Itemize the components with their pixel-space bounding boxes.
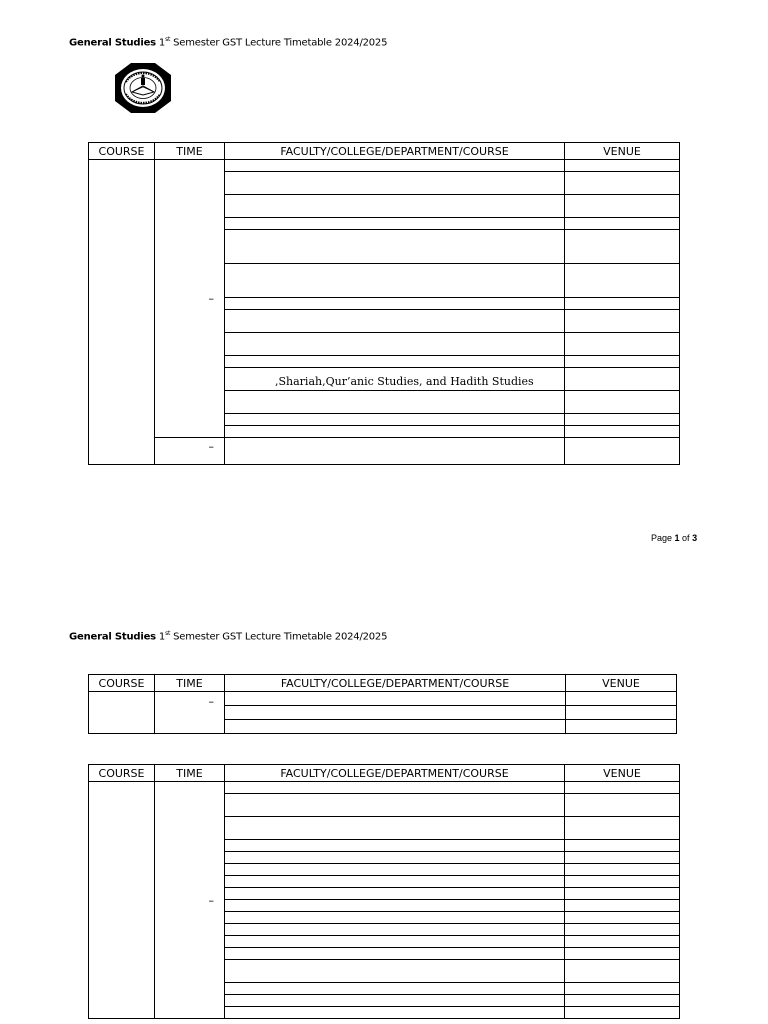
column-header-faculty: FACULTY/COLLEGE/DEPARTMENT/COURSE <box>225 675 566 692</box>
venue-cell <box>565 356 680 368</box>
time-cell: – <box>155 160 225 438</box>
timetable-1 <box>88 142 680 465</box>
header-bold-title: General Studies <box>69 631 156 643</box>
page-header <box>69 630 387 642</box>
timetable-2 <box>88 674 677 734</box>
faculty-cell <box>225 782 565 794</box>
university-seal-logo <box>114 62 172 114</box>
faculty-cell <box>225 172 565 195</box>
venue-cell <box>565 298 680 310</box>
header-bold-title: General Studies <box>69 37 156 49</box>
table-header-row <box>89 675 677 692</box>
table-row <box>89 782 680 794</box>
faculty-cell <box>225 310 565 333</box>
venue-cell <box>565 426 680 438</box>
venue-cell <box>565 438 680 465</box>
faculty-cell <box>225 426 565 438</box>
faculty-cell <box>225 414 565 426</box>
faculty-cell <box>225 160 565 172</box>
page-number-prefix: Page <box>651 533 675 543</box>
venue-cell <box>565 817 680 840</box>
venue-cell <box>565 864 680 876</box>
faculty-cell <box>225 840 565 852</box>
page-number-total: 3 <box>692 533 698 543</box>
faculty-cell <box>225 912 565 924</box>
table-row <box>89 160 680 172</box>
venue-cell <box>565 936 680 948</box>
faculty-cell-shariah: ,Shariah,Qur’anic Studies, and Hadith Studies <box>225 368 565 391</box>
time-cell: – <box>155 782 225 1019</box>
venue-cell <box>565 172 680 195</box>
faculty-cell <box>225 264 565 298</box>
faculty-cell <box>225 195 565 218</box>
faculty-cell <box>225 852 565 864</box>
column-header-faculty: FACULTY/COLLEGE/DEPARTMENT/COURSE <box>225 765 565 782</box>
faculty-cell <box>225 936 565 948</box>
faculty-cell <box>225 706 566 720</box>
venue-cell <box>565 333 680 356</box>
faculty-cell <box>225 218 565 230</box>
page-number <box>651 533 697 543</box>
course-cell <box>89 692 155 734</box>
table-header-row <box>89 143 680 160</box>
header-ordinal-suffix: st <box>165 36 171 43</box>
faculty-cell <box>225 960 565 983</box>
column-header-time: TIME <box>155 765 225 782</box>
page-number-current: 1 <box>674 533 680 543</box>
faculty-cell <box>225 794 565 817</box>
venue-cell <box>565 983 680 995</box>
faculty-cell <box>225 948 565 960</box>
header-ordinal-suffix: st <box>165 630 171 637</box>
timetable-3 <box>88 764 680 1019</box>
faculty-cell <box>225 720 566 734</box>
venue-cell <box>565 852 680 864</box>
faculty-cell <box>225 924 565 936</box>
column-header-venue: VENUE <box>565 765 680 782</box>
faculty-cell <box>225 438 565 465</box>
venue-cell <box>565 840 680 852</box>
venue-cell <box>565 230 680 264</box>
faculty-cell <box>225 391 565 414</box>
venue-cell <box>566 692 677 706</box>
page-header <box>69 36 387 48</box>
faculty-cell <box>225 900 565 912</box>
venue-cell <box>565 264 680 298</box>
venue-cell <box>565 414 680 426</box>
faculty-cell <box>225 333 565 356</box>
time-cell: – <box>155 692 225 734</box>
faculty-cell <box>225 692 566 706</box>
header-ordinal: 1 <box>158 631 166 643</box>
header-title-rest: Semester GST Lecture Timetable 2024/2025 <box>170 37 388 49</box>
venue-cell <box>565 948 680 960</box>
column-header-venue: VENUE <box>565 143 680 160</box>
column-header-faculty: FACULTY/COLLEGE/DEPARTMENT/COURSE <box>225 143 565 160</box>
column-header-course: COURSE <box>89 765 155 782</box>
faculty-cell <box>225 864 565 876</box>
venue-cell <box>565 310 680 333</box>
faculty-cell <box>225 1007 565 1019</box>
venue-cell <box>565 924 680 936</box>
venue-cell <box>565 782 680 794</box>
venue-cell <box>565 900 680 912</box>
venue-cell <box>565 368 680 391</box>
column-header-course: COURSE <box>89 675 155 692</box>
faculty-cell <box>225 876 565 888</box>
venue-cell <box>565 995 680 1007</box>
header-ordinal: 1 <box>158 37 166 49</box>
column-header-time: TIME <box>155 675 225 692</box>
table-header-row <box>89 765 680 782</box>
venue-cell <box>566 720 677 734</box>
course-cell <box>89 160 155 465</box>
column-header-time: TIME <box>155 143 225 160</box>
venue-cell <box>565 888 680 900</box>
column-header-venue: VENUE <box>566 675 677 692</box>
faculty-cell <box>225 817 565 840</box>
venue-cell <box>565 218 680 230</box>
venue-cell <box>565 195 680 218</box>
faculty-cell <box>225 995 565 1007</box>
venue-cell <box>565 794 680 817</box>
faculty-cell <box>225 983 565 995</box>
venue-cell <box>565 391 680 414</box>
venue-cell <box>565 1007 680 1019</box>
course-cell <box>89 782 155 1019</box>
venue-cell <box>565 912 680 924</box>
faculty-cell <box>225 888 565 900</box>
header-title-rest: Semester GST Lecture Timetable 2024/2025 <box>170 631 388 643</box>
table-row <box>89 438 680 465</box>
venue-cell <box>566 706 677 720</box>
table-row <box>89 692 677 706</box>
page-number-middle: of <box>679 533 693 543</box>
venue-cell <box>565 960 680 983</box>
column-header-course: COURSE <box>89 143 155 160</box>
venue-cell <box>565 160 680 172</box>
faculty-cell <box>225 356 565 368</box>
venue-cell <box>565 876 680 888</box>
faculty-cell <box>225 230 565 264</box>
time-cell: – <box>155 438 225 465</box>
faculty-cell <box>225 298 565 310</box>
